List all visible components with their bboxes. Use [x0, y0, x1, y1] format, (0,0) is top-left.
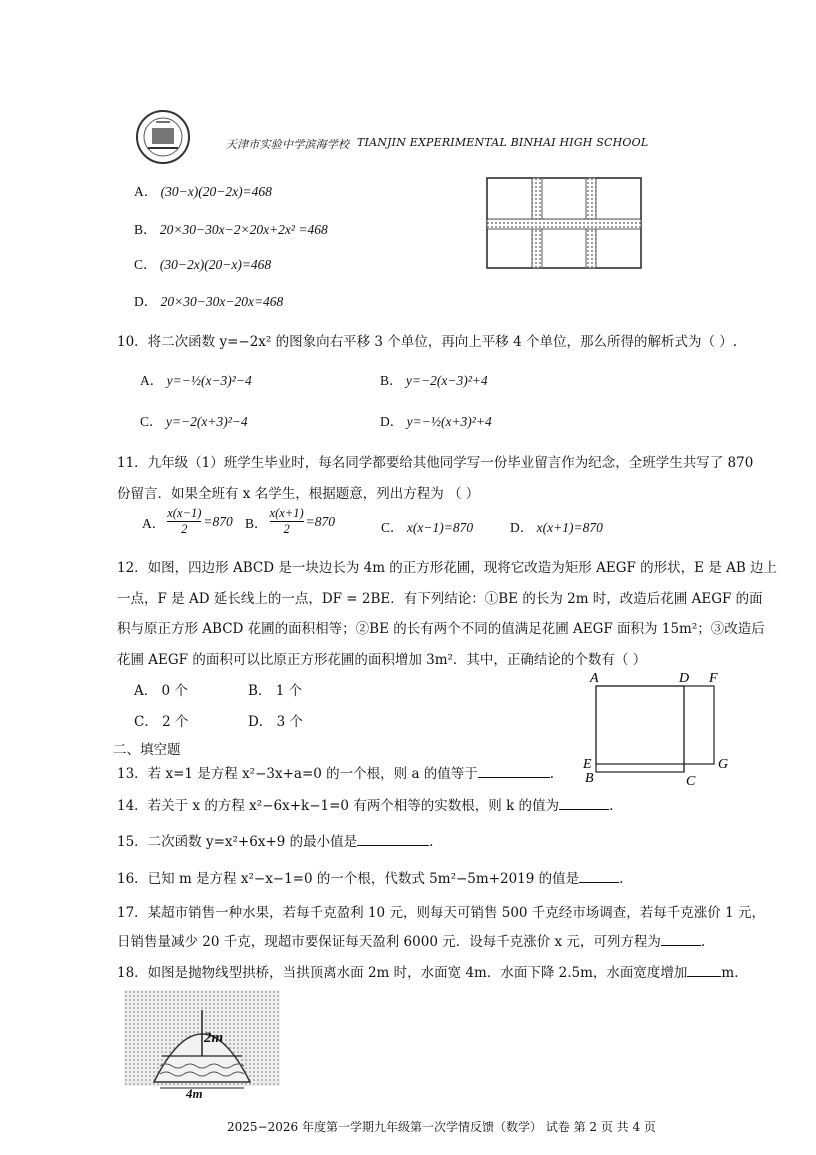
q12-label-d: D — [679, 671, 690, 686]
q17-line1: 17．某超市销售一种水果，若每千克盈利 10 元，则每天可销售 500 千克经市场调查，若每千克涨价 1 元， — [117, 905, 765, 921]
q12-stem-line3: 积与原正方形 ABCD 花圃的面积相等；②BE 的长有两个不同的值满足花圃 AEGF 面积为 15m²；③改造后 — [117, 621, 765, 637]
q18: 18．如图是抛物线型拱桥，当拱顶离水面 2m 时，水面宽 4m．水面下降 2.5m，水面宽度增加 m． — [117, 965, 748, 981]
q18-answer-blank[interactable] — [687, 964, 721, 977]
q12-option-a: A． 0 个 — [134, 683, 188, 699]
q12-label-e: E — [583, 757, 592, 772]
q12-option-c: C． 2 个 — [134, 714, 189, 730]
page-footer: 2025−2026 年度第一学期九年级第一次学情反馈（数学） 试卷 第 2 页 共 4 页 — [227, 1120, 656, 1134]
q11-stem-line2: 份留言．如果全班有 x 名学生，根据题意，列出方程为 （ ） — [117, 486, 480, 502]
q17-answer-blank[interactable] — [661, 933, 701, 946]
q12-option-b: B． 1 个 — [248, 683, 303, 699]
q12-label-b: B — [585, 771, 594, 786]
q18-width-label: 4m — [186, 1086, 203, 1100]
q9-garden-figure — [486, 177, 642, 269]
q11-option-d: D． x(x+1)=870 — [510, 520, 603, 535]
q13-answer-blank[interactable] — [478, 765, 550, 778]
q13: 13．若 x=1 是方程 x²−3x+a=0 的一个根，则 a 的值等于 . — [117, 766, 555, 782]
q11-option-a: A． $\frac{x(x-1)}{2}$ =870 — [142, 506, 233, 536]
q12-label-a: A — [590, 671, 599, 686]
q15: 15．二次函数 y=x²+6x+9 的最小值是 . — [117, 834, 434, 850]
school-name-en: TIANJIN EXPERIMENTAL BINHAI HIGH SCHOOL — [357, 136, 649, 149]
q12-label-f: F — [709, 671, 718, 686]
q16-answer-blank[interactable] — [579, 870, 619, 883]
q9-option-b: B． 20×30−30x−2×20x+2x² =468 — [134, 222, 328, 237]
q11-option-b: B． $\frac{x(x+1)}{2}$ =870 — [245, 506, 335, 536]
q12-stem-line4: 花圃 AEGF 的面积可以比原正方形花圃的面积增加 3m²．其中，正确结论的个数有（ ） — [117, 652, 647, 668]
q9-option-d: D． 20×30−30x−20x=468 — [134, 294, 284, 309]
q12-label-c: C — [686, 774, 696, 789]
q10-option-a: A． y=−½(x−3)²−4 — [140, 373, 252, 388]
q12-option-d: D． 3 个 — [248, 714, 304, 730]
q14-answer-blank[interactable] — [559, 797, 609, 810]
q12-label-g: G — [718, 757, 729, 772]
q18-height-label: 2m — [204, 1030, 224, 1046]
q17-line2: 日销售量减少 20 千克，现超市要保证每天盈利 6000 元．设每千克涨价 x 元，可列方程为 . — [117, 934, 706, 950]
school-logo — [134, 108, 192, 166]
q12-stem-line2: 一点，F 是 AD 延长线上的一点，DF = 2BE．有下列结论：①BE 的长为 2m 时，改造后花圃 AEGF 的面 — [117, 591, 763, 607]
q16: 16．已知 m 是方程 x²−x−1=0 的一个根，代数式 5m²−5m+2019 的值是 . — [117, 871, 624, 887]
q18-arch-bridge-figure — [124, 990, 280, 1100]
q9-option-c: C． (30−2x)(20−x)=468 — [134, 257, 272, 272]
q12-square-figure — [580, 668, 736, 792]
q10-option-c: C． y=−2(x+3)²−4 — [140, 414, 248, 429]
q11-stem-line1: 11．九年级（1）班学生毕业时，每名同学都要给其他同学写一份毕业留言作为纪念，全班学生共写了 870 — [117, 455, 754, 471]
q10-stem: 10．将二次函数 y=−2x² 的图象向右平移 3 个单位，再向上平移 4 个单位，那么所得的解析式为（ ）. — [117, 334, 738, 350]
q11-option-c: C． x(x−1)=870 — [381, 520, 474, 535]
q15-answer-blank[interactable] — [357, 833, 429, 846]
q12-stem-line1: 12．如图，四边形 ABCD 是一块边长为 4m 的正方形花圃，现将它改造为矩形 AEGF 的形状，E 是 AB 边上 — [117, 560, 778, 576]
q10-option-d: D． y=−½(x+3)²+4 — [380, 414, 492, 429]
q10-option-b: B． y=−2(x−3)²+4 — [380, 373, 488, 388]
school-name-cn: 天津市实验中学滨海学校 — [226, 138, 350, 151]
q9-option-a: A． (30−x)(20−2x)=468 — [134, 184, 272, 199]
q14: 14．若关于 x 的方程 x²−6x+k−1=0 有两个相等的实数根，则 k 的值为 . — [117, 798, 614, 814]
section-title-fill-in: 二、填空题 — [113, 742, 181, 758]
